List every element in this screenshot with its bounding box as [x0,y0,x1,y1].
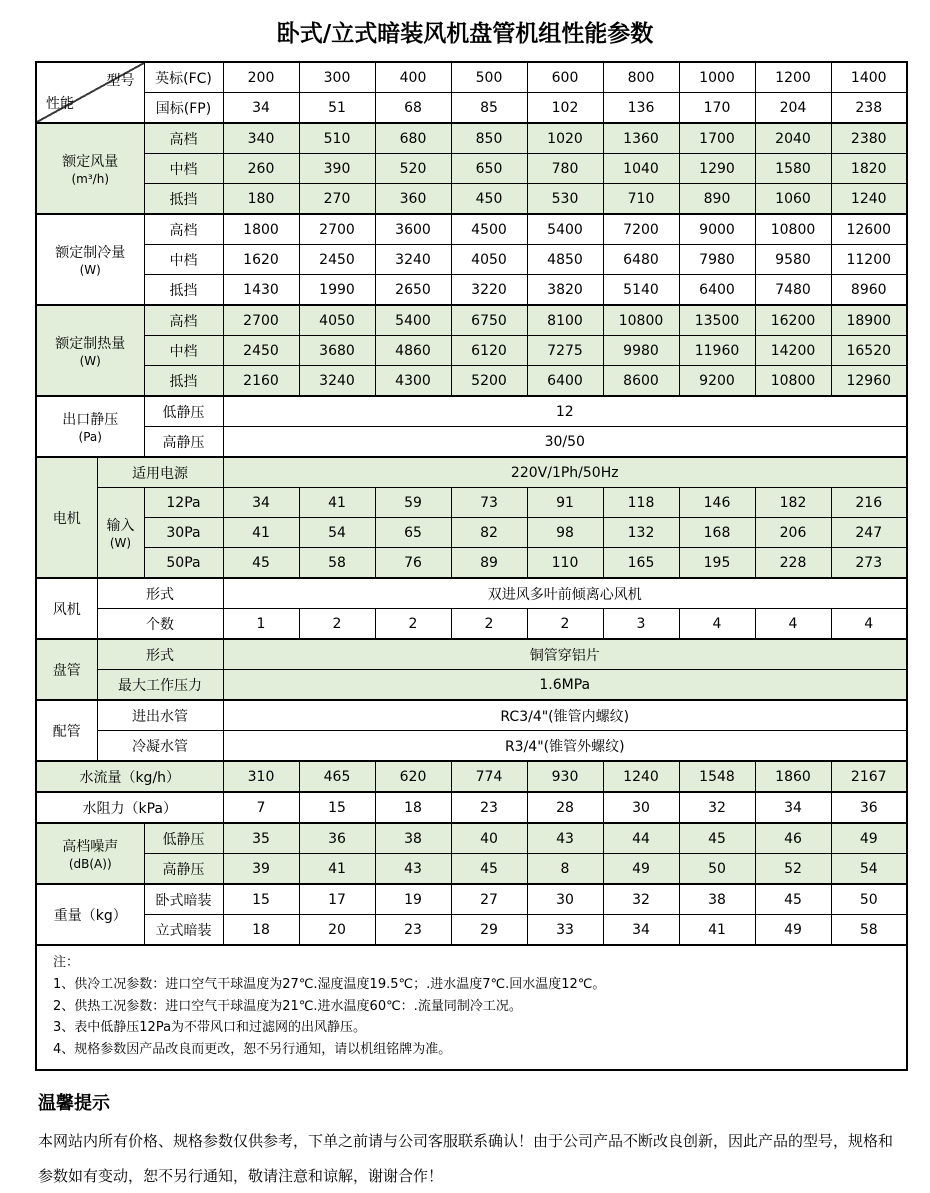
value-cell: 1000 [679,62,755,93]
value-cell: 33 [527,915,603,946]
value-cell-span: 双进风多叶前倾离心风机 [223,578,907,609]
section-label-fan: 风机 [36,578,97,639]
value-cell: 28 [527,792,603,823]
header-diagonal-cell [36,62,144,123]
value-cell: 40 [451,823,527,854]
value-cell: 195 [679,548,755,579]
row-label: 进出水管 [97,700,223,731]
value-cell: 2 [299,609,375,640]
value-cell: 774 [451,761,527,792]
notes-cell [36,945,907,1070]
value-cell: 620 [375,761,451,792]
value-cell: 98 [527,518,603,548]
row-label: 最大工作压力 [97,670,223,701]
section-label-static-pressure [36,396,144,457]
value-cell: 50 [831,884,907,915]
section-label-unit: (Pa) [78,430,102,444]
value-cell: 68 [375,93,451,124]
row-label: 低静压 [144,396,223,427]
value-cell: 54 [299,518,375,548]
value-cell: 32 [679,792,755,823]
value-cell: 9580 [755,245,831,275]
page-title: 卧式/立式暗装风机盘管机组性能参数 [276,21,654,47]
row-label: 高静压 [144,854,223,885]
value-cell: 1620 [223,245,299,275]
value-cell: 7 [223,792,299,823]
value-cell: 6400 [679,275,755,306]
row-label: 高档 [144,214,223,245]
value-cell: 76 [375,548,451,579]
table-row-motor-input-30pa [36,518,907,548]
value-cell: 41 [223,518,299,548]
value-cell: 4300 [375,366,451,397]
value-cell-span: RC3/4"(锥管内螺纹) [223,700,907,731]
value-cell: 930 [527,761,603,792]
value-cell: 3 [603,609,679,640]
value-cell: 5400 [527,214,603,245]
value-cell: 9200 [679,366,755,397]
table-row-airflow-low [36,184,907,215]
value-cell-span: 30/50 [223,427,907,458]
row-label: 50Pa [144,548,223,579]
value-cell: 5400 [375,305,451,336]
value-cell: 2450 [299,245,375,275]
value-cell: 36 [299,823,375,854]
value-cell: 1060 [755,184,831,215]
table-row-model-fp [36,93,907,124]
value-cell: 1020 [527,123,603,154]
table-row-airflow-mid [36,154,907,184]
value-cell: 8 [527,854,603,885]
note-line: 4、规格参数因产品改良而更改，恕不另行通知，请以机组铭牌为准。 [53,1042,452,1058]
row-label: 中档 [144,154,223,184]
value-cell: 41 [299,488,375,518]
value-cell: 1400 [831,62,907,93]
value-cell: 400 [375,62,451,93]
table-row-heating-low [36,366,907,397]
value-cell: 260 [223,154,299,184]
row-label: 个数 [97,609,223,640]
value-cell: 49 [831,823,907,854]
value-cell: 4860 [375,336,451,366]
row-label: 抵挡 [144,275,223,306]
value-cell: 19 [375,884,451,915]
table-row-fan-type [36,578,907,609]
row-label: 抵挡 [144,366,223,397]
value-cell: 680 [375,123,451,154]
value-cell: 8960 [831,275,907,306]
value-cell: 8600 [603,366,679,397]
table-row-static-pressure-low [36,396,907,427]
value-cell: 7480 [755,275,831,306]
table-row-water-resistance [36,792,907,823]
section-label-text: 额定制冷量 [55,245,126,261]
value-cell: 65 [375,518,451,548]
spec-table [35,61,908,1071]
row-label: 立式暗装 [144,915,223,946]
value-cell: 102 [527,93,603,124]
value-cell: 110 [527,548,603,579]
value-cell: 1580 [755,154,831,184]
value-cell: 216 [831,488,907,518]
value-cell: 650 [451,154,527,184]
value-cell: 390 [299,154,375,184]
value-cell: 51 [299,93,375,124]
row-label: 12Pa [144,488,223,518]
row-label: 高静压 [144,427,223,458]
value-cell: 27 [451,884,527,915]
value-cell: 6750 [451,305,527,336]
value-cell: 132 [603,518,679,548]
value-cell: 2700 [223,305,299,336]
value-cell: 1820 [831,154,907,184]
value-cell: 17 [299,884,375,915]
value-cell: 12960 [831,366,907,397]
value-cell: 136 [603,93,679,124]
value-cell: 520 [375,154,451,184]
value-cell: 3240 [375,245,451,275]
value-cell: 2450 [223,336,299,366]
value-cell: 34 [223,488,299,518]
value-cell: 3680 [299,336,375,366]
value-cell: 450 [451,184,527,215]
table-row-airflow-high [36,123,907,154]
value-cell: 10800 [755,366,831,397]
value-cell: 5200 [451,366,527,397]
row-label: 形式 [97,578,223,609]
row-label: 冷凝水管 [97,731,223,762]
value-cell: 170 [679,93,755,124]
value-cell: 2 [451,609,527,640]
row-label: 卧式暗装 [144,884,223,915]
value-cell: 4050 [299,305,375,336]
value-cell: 1990 [299,275,375,306]
table-row-water-flow [36,761,907,792]
value-cell: 23 [451,792,527,823]
row-label: 水阻力（kPa） [36,792,223,823]
row-label: 30Pa [144,518,223,548]
value-cell: 45 [755,884,831,915]
value-cell: 16200 [755,305,831,336]
table-row-notes [36,945,907,1070]
value-cell: 89 [451,548,527,579]
row-label: 水流量（kg/h） [36,761,223,792]
value-cell: 273 [831,548,907,579]
section-label-unit: (m³/h) [71,172,109,186]
table-row-static-pressure-high [36,427,907,458]
value-cell: 38 [679,884,755,915]
table-row-piping-condensate [36,731,907,762]
row-label: 低静压 [144,823,223,854]
row-label: 中档 [144,336,223,366]
value-cell: 29 [451,915,527,946]
value-cell: 41 [299,854,375,885]
value-cell: 43 [527,823,603,854]
value-cell: 710 [603,184,679,215]
table-row-weight-horizontal [36,884,907,915]
table-row-motor-power-supply [36,457,907,488]
value-cell: 59 [375,488,451,518]
row-label: 抵挡 [144,184,223,215]
value-cell: 82 [451,518,527,548]
value-cell: 2650 [375,275,451,306]
value-cell-span: 1.6MPa [223,670,907,701]
table-row-noise-high [36,854,907,885]
value-cell: 146 [679,488,755,518]
value-cell: 30 [603,792,679,823]
value-cell: 3240 [299,366,375,397]
section-label-motor: 电机 [36,457,97,578]
value-cell: 13500 [679,305,755,336]
value-cell: 58 [831,915,907,946]
value-cell: 54 [831,854,907,885]
table-row-cooling-low [36,275,907,306]
value-cell: 41 [679,915,755,946]
note-line: 3、表中低静压12Pa为不带风口和过滤网的出风静压。 [53,1020,367,1036]
value-cell: 7200 [603,214,679,245]
value-cell: 91 [527,488,603,518]
row-label: 高档 [144,305,223,336]
value-cell: 2167 [831,761,907,792]
value-cell: 49 [755,915,831,946]
value-cell: 18900 [831,305,907,336]
value-cell: 39 [223,854,299,885]
value-cell: 4 [755,609,831,640]
header-diagonal-model-label: 型号 [106,73,135,89]
value-cell: 46 [755,823,831,854]
table-row-model-fc [36,62,907,93]
value-cell: 2380 [831,123,907,154]
section-label-text: 高档噪声 [62,839,119,855]
value-cell: 500 [451,62,527,93]
value-cell: 34 [603,915,679,946]
table-row-heating-mid [36,336,907,366]
value-cell: 300 [299,62,375,93]
row-label: 适用电源 [97,457,223,488]
value-cell: 890 [679,184,755,215]
value-cell: 11200 [831,245,907,275]
value-cell: 23 [375,915,451,946]
section-label-unit: (dB(A)) [68,857,112,871]
section-label-unit: (W) [109,536,132,550]
value-cell: 340 [223,123,299,154]
table-row-weight-vertical [36,915,907,946]
value-cell: 3600 [375,214,451,245]
value-cell: 18 [223,915,299,946]
notes-title: 注： [53,955,80,970]
table-row-piping-inlet-outlet [36,700,907,731]
value-cell: 34 [755,792,831,823]
value-cell: 510 [299,123,375,154]
value-cell: 1360 [603,123,679,154]
value-cell: 3820 [527,275,603,306]
value-cell: 270 [299,184,375,215]
section-label-heating [36,305,144,396]
row-label: 国标(FP) [144,93,223,124]
value-cell: 600 [527,62,603,93]
value-cell: 34 [223,93,299,124]
value-cell: 2040 [755,123,831,154]
section-label-unit: (W) [79,354,101,368]
value-cell: 4 [831,609,907,640]
value-cell: 35 [223,823,299,854]
note-line: 2、供热工况参数：进口空气干球温度为21℃.进水温度60℃：.流量同制冷工况。 [53,998,522,1014]
value-cell: 4050 [451,245,527,275]
value-cell: 1040 [603,154,679,184]
value-cell: 6120 [451,336,527,366]
value-cell: 1700 [679,123,755,154]
section-label-piping: 配管 [36,700,97,761]
table-row-motor-input-50pa [36,548,907,579]
value-cell: 6400 [527,366,603,397]
section-label-coil: 盘管 [36,639,97,700]
value-cell: 4500 [451,214,527,245]
value-cell: 9980 [603,336,679,366]
value-cell: 2 [527,609,603,640]
value-cell: 180 [223,184,299,215]
value-cell: 5140 [603,275,679,306]
value-cell: 800 [603,62,679,93]
value-cell: 206 [755,518,831,548]
value-cell: 7980 [679,245,755,275]
value-cell: 15 [299,792,375,823]
value-cell: 50 [679,854,755,885]
value-cell: 238 [831,93,907,124]
section-label-text: 额定制热量 [55,336,126,352]
value-cell: 310 [223,761,299,792]
value-cell: 1548 [679,761,755,792]
row-label: 形式 [97,639,223,670]
value-cell: 850 [451,123,527,154]
value-cell: 1240 [831,184,907,215]
value-cell: 49 [603,854,679,885]
value-cell: 1430 [223,275,299,306]
value-cell: 7275 [527,336,603,366]
section-label-unit: (W) [79,263,101,277]
section-label-motor-input [97,488,144,579]
table-row-cooling-mid [36,245,907,275]
row-label: 中档 [144,245,223,275]
value-cell: 45 [679,823,755,854]
value-cell: 16520 [831,336,907,366]
row-label: 高档 [144,123,223,154]
section-label-noise [36,823,144,884]
value-cell: 1240 [603,761,679,792]
value-cell: 1290 [679,154,755,184]
value-cell: 20 [299,915,375,946]
value-cell: 3220 [451,275,527,306]
value-cell: 247 [831,518,907,548]
table-row-coil-pressure [36,670,907,701]
value-cell: 4 [679,609,755,640]
value-cell: 52 [755,854,831,885]
section-label-weight: 重量（kg） [36,884,144,945]
value-cell-span: 220V/1Ph/50Hz [223,457,907,488]
value-cell: 2700 [299,214,375,245]
value-cell-span: R3/4"(锥管外螺纹) [223,731,907,762]
value-cell: 2160 [223,366,299,397]
value-cell: 1800 [223,214,299,245]
value-cell: 1 [223,609,299,640]
section-label-airflow [36,123,144,214]
value-cell: 2 [375,609,451,640]
section-label-text: 输入 [106,518,135,534]
section-label-text: 额定风量 [62,154,119,170]
table-row-cooling-high [36,214,907,245]
value-cell: 18 [375,792,451,823]
table-row-fan-count [36,609,907,640]
value-cell: 11960 [679,336,755,366]
value-cell: 43 [375,854,451,885]
value-cell: 200 [223,62,299,93]
value-cell: 10800 [755,214,831,245]
value-cell: 73 [451,488,527,518]
value-cell: 165 [603,548,679,579]
value-cell: 360 [375,184,451,215]
value-cell: 45 [223,548,299,579]
value-cell: 465 [299,761,375,792]
value-cell: 168 [679,518,755,548]
value-cell: 8100 [527,305,603,336]
value-cell-span: 铜管穿铝片 [223,639,907,670]
value-cell: 10800 [603,305,679,336]
value-cell: 4850 [527,245,603,275]
value-cell: 530 [527,184,603,215]
tip-heading: 温馨提示 [38,1093,110,1115]
value-cell: 14200 [755,336,831,366]
section-label-cooling [36,214,144,305]
value-cell: 30 [527,884,603,915]
value-cell: 32 [603,884,679,915]
value-cell: 15 [223,884,299,915]
table-row-noise-low [36,823,907,854]
value-cell: 45 [451,854,527,885]
table-row-motor-input-12pa [36,488,907,518]
note-line: 1、供冷工况参数：进口空气干球温度为27℃.湿度温度19.5℃；.进水温度7℃.回水温度12℃。 [53,976,606,992]
value-cell: 118 [603,488,679,518]
value-cell: 9000 [679,214,755,245]
row-label: 英标(FC) [144,62,223,93]
value-cell: 44 [603,823,679,854]
value-cell: 36 [831,792,907,823]
value-cell: 58 [299,548,375,579]
value-cell: 1200 [755,62,831,93]
value-cell: 780 [527,154,603,184]
tip-body: 本网站内所有价格、规格参数仅供参考，下单之前请与公司客服联系确认！由于公司产品不断改良创新，因此产品的型号，规格和参数如有变动，恕不另行通知，敬请注意和谅解，谢谢合作！ [38,1132,894,1185]
value-cell: 204 [755,93,831,124]
value-cell: 85 [451,93,527,124]
value-cell: 6480 [603,245,679,275]
value-cell: 1860 [755,761,831,792]
table-row-heating-high [36,305,907,336]
table-row-coil-type [36,639,907,670]
value-cell: 182 [755,488,831,518]
value-cell: 12600 [831,214,907,245]
value-cell: 38 [375,823,451,854]
header-diagonal-performance-label: 性能 [46,96,74,112]
value-cell: 228 [755,548,831,579]
section-label-text: 出口静压 [62,412,119,428]
value-cell-span: 12 [223,396,907,427]
